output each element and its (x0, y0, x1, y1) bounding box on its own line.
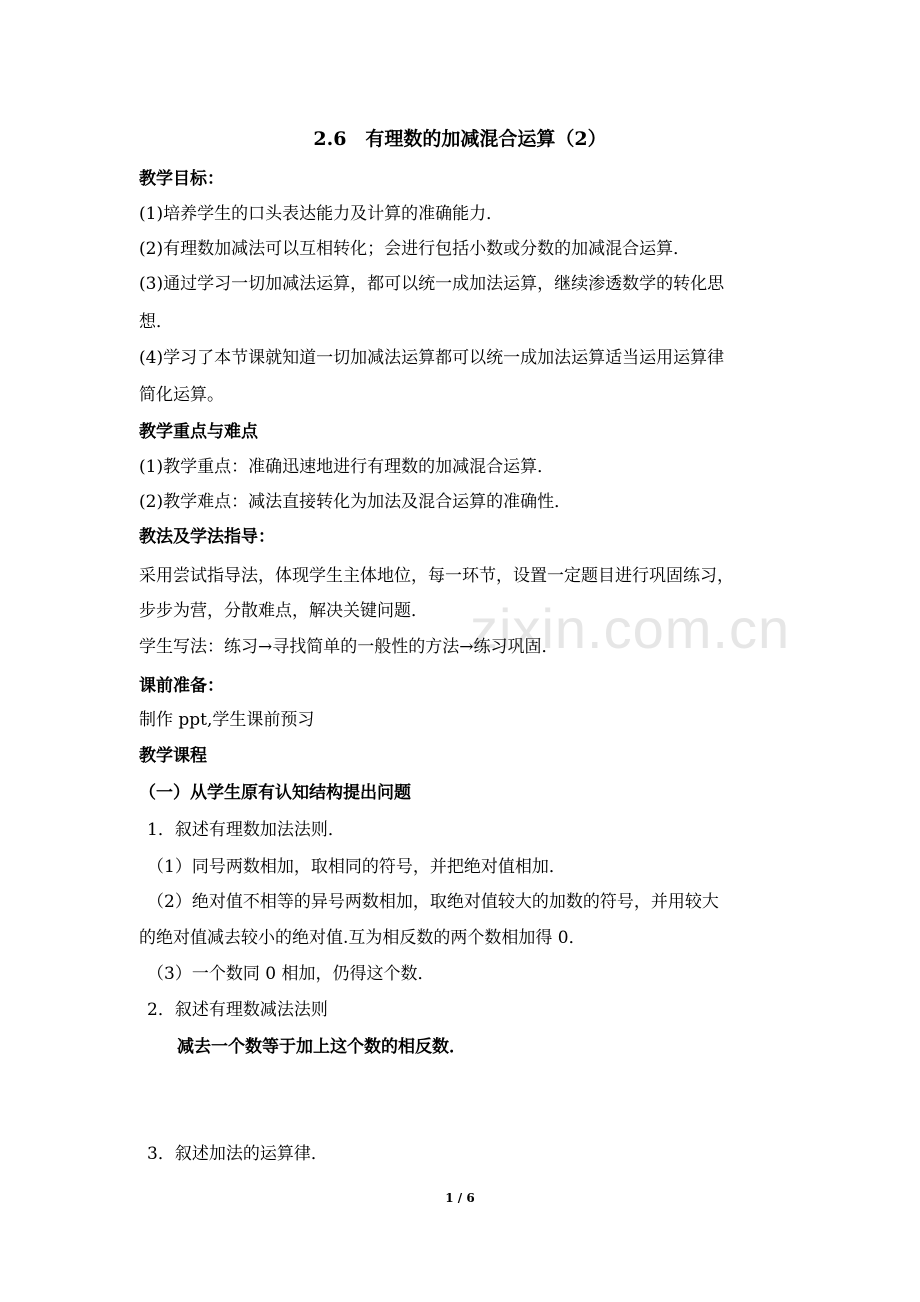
keypoints-heading: 教学重点与难点 (139, 422, 258, 442)
objectives-heading: 教学目标： (139, 169, 224, 189)
list-item: （1）同号两数相加，取相同的符号，并把绝对值相加． (147, 857, 566, 877)
objective-line: (4)学习了本节课就知道一切加减法运算都可以统一成加法运算适当运用运算律 (139, 348, 725, 368)
methods-heading: 教法及学法指导： (139, 527, 275, 547)
objective-line: 想． (139, 312, 173, 332)
objective-line: (3)通过学习一切加减法运算，都可以统一成加法运算，继续渗透数学的转化思 (139, 274, 725, 294)
list-item: 减去一个数等于加上这个数的相反数． (177, 1037, 466, 1057)
objective-line: 简化运算。 (139, 385, 224, 405)
list-item: 1．叙述有理数加法法则． (147, 820, 345, 840)
objective-line: (2)有理数加减法可以互相转化；会进行包括小数或分数的加减混合运算． (139, 239, 691, 259)
keypoint-line: (1)教学重点：准确迅速地进行有理数的加减混合运算． (139, 457, 555, 477)
page-number: 1 / 6 (445, 1191, 475, 1205)
keypoint-line: (2)教学难点：减法直接转化为加法及混合运算的准确性． (139, 492, 572, 512)
prep-heading: 课前准备： (139, 676, 224, 696)
methods-line: 采用尝试指导法，体现学生主体地位，每一环节，设置一定题目进行巩固练习， (139, 566, 734, 586)
list-item: 的绝对值减去较小的绝对值.互为相反数的两个数相加得 0． (139, 928, 586, 948)
list-item: （2）绝对值不相等的异号两数相加，取绝对值较大的加数的符号，并用较大 (147, 892, 719, 912)
list-item: （3）一个数同 0 相加，仍得这个数． (147, 964, 435, 984)
prep-line: 制作 ppt,学生课前预习 (139, 710, 315, 730)
watermark: zixin.com.cn (470, 597, 791, 660)
course-heading: 教学课程 (139, 746, 207, 766)
list-item: 3．叙述加法的运算律． (147, 1144, 328, 1164)
part1-heading: （一）从学生原有认知结构提出问题 (139, 783, 411, 803)
methods-line: 学生写法：练习→寻找简单的一般性的方法→练习巩固． (139, 637, 559, 657)
page-title: 2.6 有理数的加减混合运算（2） (313, 128, 607, 150)
methods-line: 步步为营，分散难点，解决关键问题． (139, 601, 428, 621)
list-item: 2．叙述有理数减法法则 (147, 1000, 328, 1020)
objective-line: (1)培养学生的口头表达能力及计算的准确能力． (139, 204, 504, 224)
